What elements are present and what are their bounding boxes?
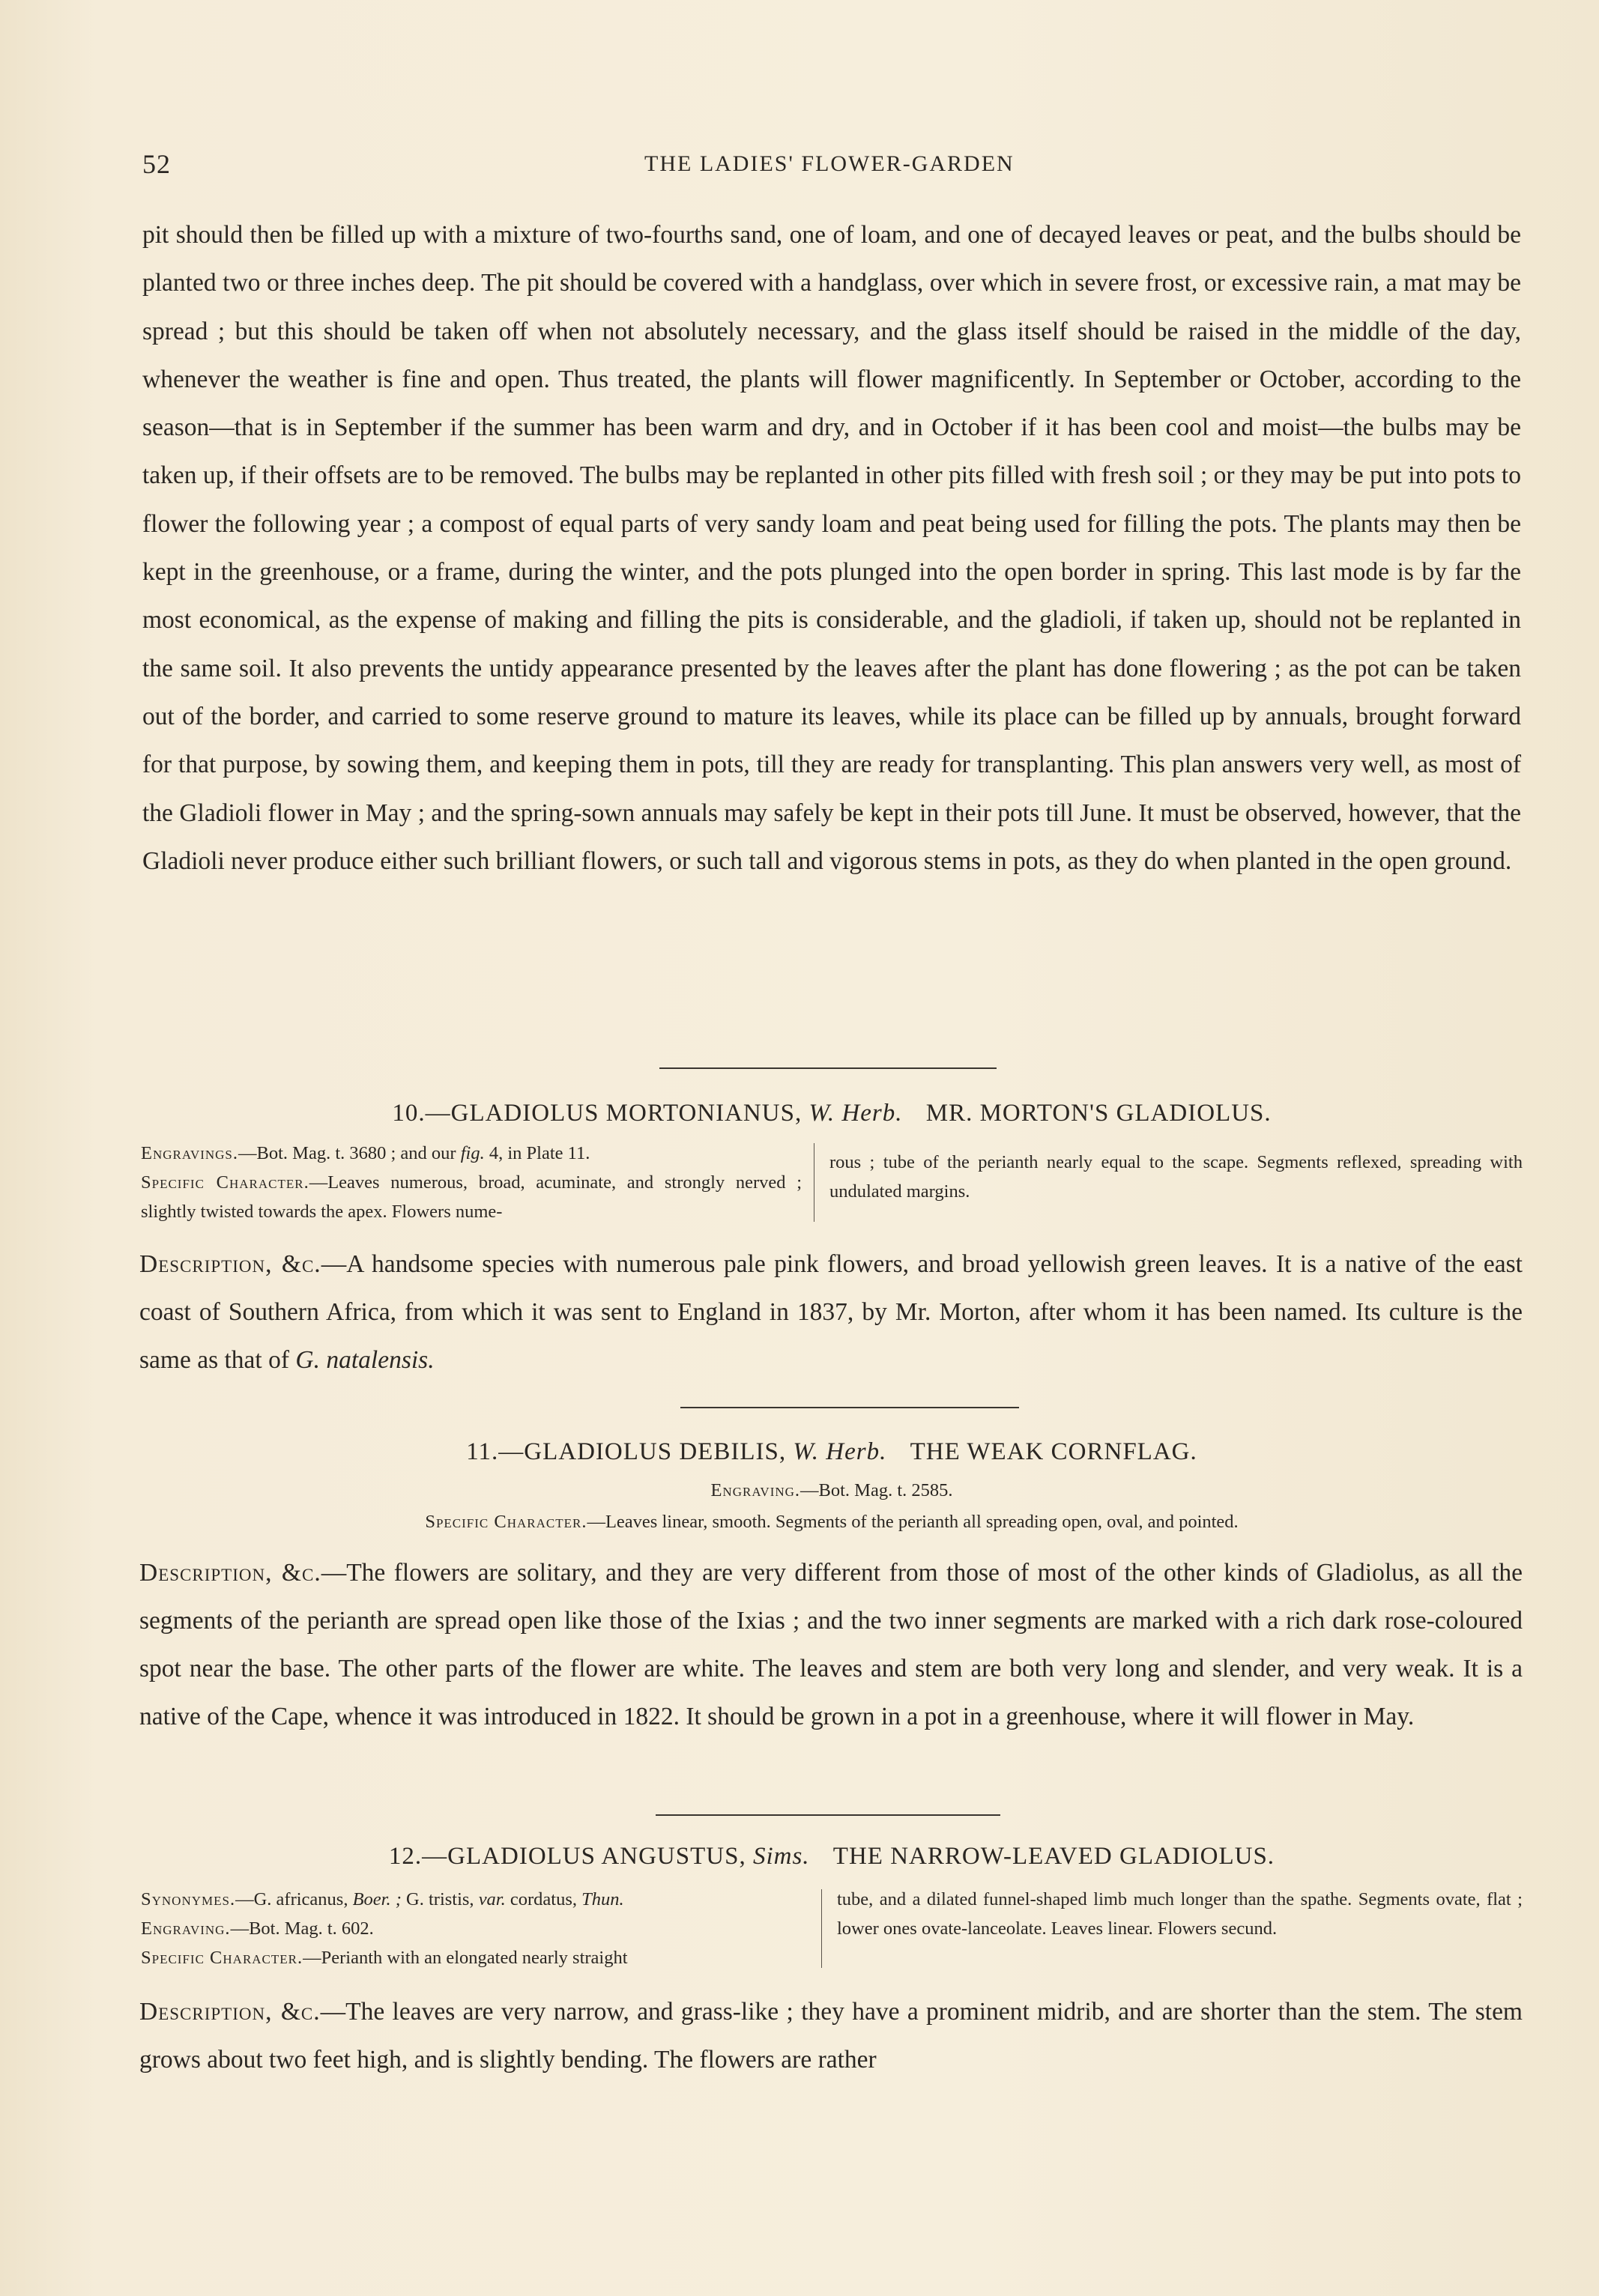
description-text: —The flowers are solitary, and they are very different from those of most of the other kinds of Gladiolus, as all the segments of the perianth are spread open like those of the Ixias ; and the two inner segments are marked with a rich dark rose-coloured spot near the base. The other parts of the flower are white. The leaves and stem are both very long and slender, and very weak. It is a native of the Cape, whence it was introduced in 1822. It should be grown in a pot in a greenhouse, where it will flower in May. <box>139 1559 1523 1730</box>
details-left-column <box>141 1885 821 1972</box>
running-head: THE LADIES' FLOWER-GARDEN <box>644 151 1015 176</box>
engraving-label: Engraving. <box>710 1480 801 1500</box>
description-lead: Description, &c. <box>139 1559 321 1587</box>
engraving-line <box>142 1480 1521 1501</box>
engraving-text: —Bot. Mag. t. 2585. <box>800 1480 953 1500</box>
synonymes-line <box>141 1885 809 1914</box>
engraving-line <box>141 1914 809 1943</box>
species-common-name: THE WEAK CORNFLAG. <box>910 1438 1197 1465</box>
page-number: 52 <box>142 149 171 179</box>
specific-text: —Perianth with an elongated nearly straight <box>303 1948 628 1968</box>
synonymes-label: Synonymes. <box>141 1889 236 1909</box>
specific-text: —Leaves numerous, broad, acuminate, and strongly nerved ; slightly twisted towards the apex. Flowers nume- <box>141 1172 802 1222</box>
species-heading-12 <box>142 1843 1521 1871</box>
species-10-description <box>139 1241 1523 1384</box>
page-header <box>142 148 1521 186</box>
specific-label: Specific Character. <box>141 1172 309 1193</box>
specific-continued: rous ; tube of the perianth nearly equal to the scape. Segments reflexed, spreading with undulated margins. <box>829 1152 1523 1202</box>
details-left-column <box>141 1139 814 1226</box>
specific-character-line <box>142 1512 1521 1533</box>
species-11-description <box>139 1549 1523 1741</box>
description-lead: Description, &c. <box>139 1998 321 2026</box>
species-title: 11.—GLADIOLUS DEBILIS, <box>466 1438 787 1465</box>
engravings-line <box>141 1139 802 1168</box>
species-common-name: THE NARROW-LEAVED GLADIOLUS. <box>832 1843 1275 1870</box>
synonymes-text: —G. africanus, <box>235 1889 348 1909</box>
engravings-label: Engravings. <box>141 1143 239 1163</box>
species-12-details <box>141 1885 1523 1972</box>
species-title: 10.—GLADIOLUS MORTONIANUS, <box>392 1100 802 1127</box>
species-10-details <box>141 1139 1523 1226</box>
species-12-description <box>139 1988 1523 2084</box>
species-heading-11 <box>142 1438 1521 1466</box>
species-common-name: MR. MORTON'S GLADIOLUS. <box>925 1100 1272 1127</box>
specific-label: Specific Character. <box>141 1948 303 1968</box>
species-authority: Sims. <box>752 1843 810 1870</box>
description-lead: Description, &c. <box>139 1250 321 1278</box>
species-authority: W. Herb. <box>808 1100 903 1127</box>
description-text: —The leaves are very narrow, and grass-like ; they have a prominent midrib, and are shorter than the stem. The stem grows about two feet high, and is slightly bending. The flowers are rather <box>139 1998 1523 2074</box>
synonymes-text: G. tristis, <box>406 1889 474 1909</box>
specific-continued: tube, and a dilated funnel-shaped limb much longer than the spathe. Segments ovate, flat ; lower ones ovate-lanceolate. Leaves linear. Flowers secund. <box>837 1889 1523 1939</box>
engraving-text: —Bot. Mag. t. 602. <box>230 1918 374 1939</box>
intro-paragraph: pit should then be filled up with a mixture of two-fourths sand, one of loam, and one of decayed leaves or peat, and the bulbs should be planted two or three inches deep. The pit should be covered with a handglass, over which in severe frost, or excessive rain, a mat may be spread ; but this should be taken off when not absolutely necessary, and the glass itself should be raised in the middle of the day, whenever the weather is fine and open. Thus treated, the plants will flower magnificently. In September or October, according to the season—that is in September if the summer has been warm and dry, and in October if it has been cool and moist—the bulbs may be taken up, if their offsets are to be removed. The bulbs may be replanted in other pits filled with fresh soil ; or they may be put into pots to flower the following year ; a compost of equal parts of very sandy loam and peat being used for filling the pots. The plants may then be kept in the greenhouse, or a frame, during the winter, and the pots plunged into the open border in spring. This last mode is by far the most economical, as the expense of making and filling the pits is considerable, and the gladioli, if taken up, should not be replanted in the same soil. It also prevents the untidy appearance presented by the leaves after the plant has done flowering ; as the pot can be taken out of the border, and carried to some reserve ground to mature its leaves, while its place can be filled up by annuals, brought forward for that purpose, by sowing them, and keeping them in pots, till they are ready for transplanting. This plan answers very well, as most of the Gladioli flower in May ; and the spring-sown annuals may safely be kept in their pots till June. It must be observed, however, that the Gladioli never produce either such brilliant flowers, or such tall and vigorous stems in pots, as they do when planted in the open ground. <box>142 221 1521 875</box>
section-rule <box>680 1407 1019 1408</box>
section-rule <box>656 1814 1000 1816</box>
engraving-label: Engraving. <box>141 1918 231 1939</box>
species-authority: W. Herb. <box>793 1438 887 1465</box>
engravings-tail: 4, in Plate 11. <box>489 1143 590 1163</box>
specific-label: Specific Character. <box>425 1512 587 1532</box>
synonymes-text: cordatus, <box>510 1889 578 1909</box>
synonymes-authority: Boer. ; <box>352 1889 402 1909</box>
description-species: G. natalensis. <box>295 1346 435 1374</box>
specific-character <box>141 1943 809 1972</box>
details-right-column <box>814 1139 1523 1226</box>
engravings-fig: fig. <box>460 1143 485 1163</box>
specific-text: —Leaves linear, smooth. Segments of the perianth all spreading open, oval, and pointed. <box>587 1512 1239 1532</box>
species-heading-10 <box>142 1100 1521 1127</box>
details-right-column <box>822 1885 1523 1972</box>
description-text: —A handsome species with numerous pale pink flowers, and broad yellowish green leaves. It is a native of the east coast of Southern Africa, from which it was sent to England in 1837, by Mr. Morton, after whom it has been named. Its culture is the same as that of <box>139 1250 1523 1374</box>
specific-character <box>141 1168 802 1226</box>
species-title: 12.—GLADIOLUS ANGUSTUS, <box>388 1843 746 1870</box>
engravings-text: —Bot. Mag. t. 3680 ; and our <box>238 1143 456 1163</box>
synonymes-authority: Thun. <box>581 1889 624 1909</box>
synonymes-variety: var. <box>478 1889 506 1909</box>
section-rule <box>659 1067 997 1069</box>
